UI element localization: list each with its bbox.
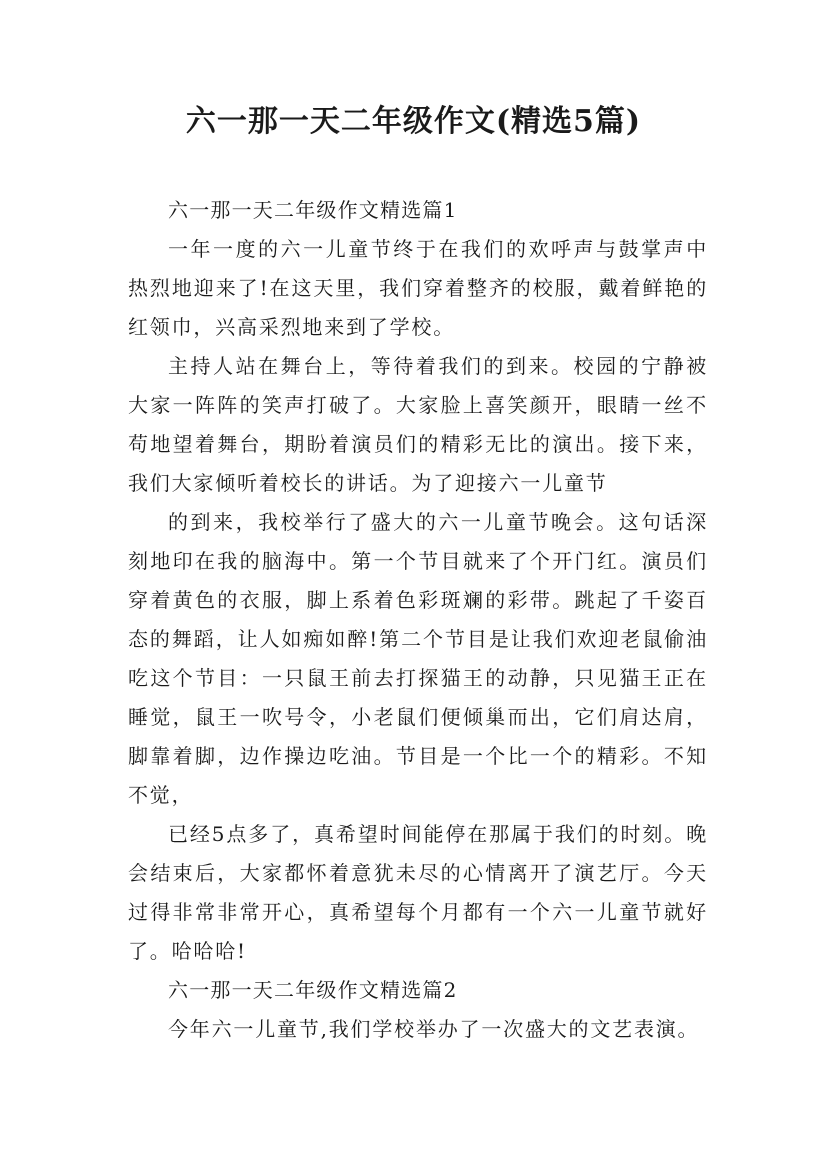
document-body bbox=[128, 191, 708, 1049]
paragraph: 一年一度的六一儿童节终于在我们的欢呼声与鼓掌声中热烈地迎来了!在这天里，我们穿着整齐的校服，戴着鲜艳的红领巾，兴高采烈地来到了学校。 bbox=[128, 237, 708, 339]
paragraph: 今年六一儿童节,我们学校举办了一次盛大的文艺表演。 bbox=[168, 1017, 700, 1041]
document-title: 六一那一天二年级作文(精选5篇) bbox=[185, 104, 642, 139]
paragraph: 的到来，我校举行了盛大的六一儿童节晚会。这句话深刻地印在我的脑海中。第一个节目就来了个开门红。演员们穿着黄色的衣服，脚上系着色彩斑斓的彩带。跳起了千姿百态的舞蹈，让人如痴如醉!第二个节目是让我们欢迎老鼠偷油吃这个节目：一只鼠王前去打探猫王的动静，只见猫王正在睡觉，鼠王一吹号令，小老鼠们便倾巢而出，它们肩达肩，脚靠着脚，边作操边吃油。节目是一个比一个的精彩。不知不觉， bbox=[128, 510, 708, 807]
section-heading-2: 六一那一天二年级作文精选篇2 bbox=[168, 978, 458, 1002]
section-heading-1: 六一那一天二年级作文精选篇1 bbox=[168, 198, 458, 222]
paragraph: 已经5点多了，真希望时间能停在那属于我们的时刻。晚会结束后，大家都怀着意犹未尽的心情离开了演艺厅。今天过得非常非常开心，真希望每个月都有一个六一儿童节就好了。哈哈哈! bbox=[128, 822, 708, 963]
paragraph: 主持人站在舞台上，等待着我们的到来。校园的宁静被大家一阵阵的笑声打破了。大家脸上喜笑颜开，眼睛一丝不苟地望着舞台，期盼着演员们的精彩无比的演出。接下来，我们大家倾听着校长的讲话。为了迎接六一儿童节 bbox=[128, 354, 708, 495]
